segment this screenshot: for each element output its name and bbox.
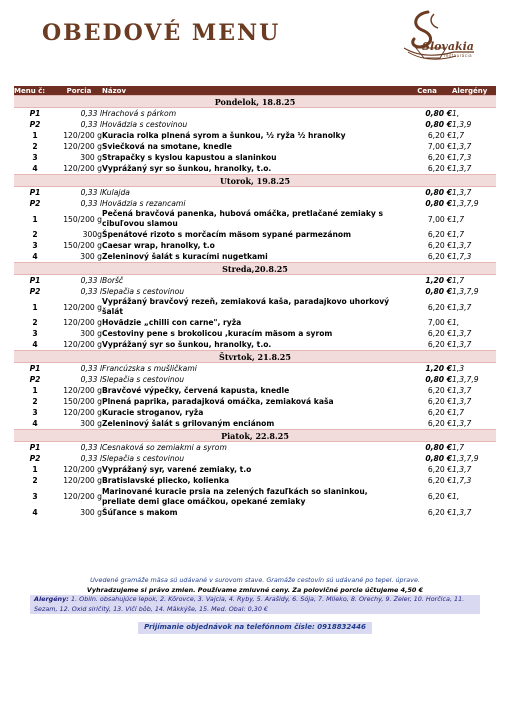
note-weights: Uvedené gramáže mäsa sú udávané v surovom stave. Gramáže cestovín sú udávané po tepel. úprave. <box>90 576 420 584</box>
allergen-legend <box>30 595 480 614</box>
item-price: 0,80 € <box>425 375 452 384</box>
item-portion: 150/200 g <box>63 214 102 224</box>
item-allergens: 1,3,7 <box>452 508 472 517</box>
menu-item-row <box>14 363 496 375</box>
page-title: OBEDOVÉ MENU <box>42 20 281 46</box>
item-allergens: 1, <box>452 492 460 501</box>
item-name: Kulajda <box>102 187 130 197</box>
item-price: 6,20 € <box>427 492 452 501</box>
item-price: 6,20 € <box>427 419 452 428</box>
item-portion: 120/200 g <box>63 408 102 417</box>
item-code: 2 <box>32 397 38 406</box>
menu-item-row <box>14 141 496 152</box>
item-portion: 0,33 l <box>80 276 102 285</box>
note-prices: Vyhradzujeme si právo zmien. Používame zmluvné ceny. Za polovičné porcie účtujeme 4,50 € <box>86 585 424 594</box>
item-allergens: 1,3,9 <box>452 120 472 129</box>
item-code: 4 <box>32 508 38 517</box>
item-allergens: 1,3,7 <box>452 142 472 151</box>
item-allergens: 1,7 <box>452 131 465 140</box>
item-code: 2 <box>32 476 38 485</box>
item-allergens: 1,3 <box>452 364 465 373</box>
item-price: 6,20 € <box>427 131 452 140</box>
item-name: Francúzska s mušličkami <box>102 363 197 373</box>
item-name: Hovädzie „chilli con carne", ryža <box>102 317 242 327</box>
item-portion: 120/200 g <box>63 318 102 327</box>
item-price: 7,00 € <box>427 318 452 327</box>
item-price: 6,20 € <box>427 508 452 517</box>
item-code: 4 <box>32 252 38 261</box>
item-portion: 120/200 g <box>63 164 102 173</box>
item-allergens: 1,3,7,9 <box>452 199 479 208</box>
item-price: 7,00 € <box>427 214 452 224</box>
menu-item-row <box>14 453 496 464</box>
menu-item-row <box>14 240 496 251</box>
day-header <box>14 96 496 108</box>
item-price: 6,20 € <box>427 302 452 312</box>
logo-subtitle: reštaurácia <box>444 53 473 58</box>
col-portion: Porcia <box>56 86 102 96</box>
item-portion: 0,33 l <box>80 375 102 384</box>
item-name: Zeleninový šalát s kuracími nugetkami <box>102 251 268 261</box>
item-portion: 0,33 l <box>80 364 102 373</box>
item-price: 6,20 € <box>427 386 452 395</box>
item-price: 6,20 € <box>427 329 452 338</box>
table-header <box>14 86 496 96</box>
day-label: Piatok, 22.8.25 <box>14 430 496 442</box>
col-allergens: Alergény <box>452 86 496 96</box>
item-code: P2 <box>29 375 41 384</box>
menu-item-row <box>14 229 496 240</box>
item-price: 7,00 € <box>427 142 452 151</box>
item-allergens: 1,3,7 <box>452 329 472 338</box>
item-price: 6,20 € <box>427 476 452 485</box>
item-name: Sviečková na smotane, knedle <box>102 141 232 151</box>
item-price: 6,20 € <box>427 340 452 349</box>
menu-item-row <box>14 339 496 351</box>
item-allergens: 1,3,7 <box>452 465 472 474</box>
order-phone: Prijímanie objednávok na telefónnom čísle: 0918832446 <box>138 622 372 634</box>
item-code: P2 <box>29 287 41 296</box>
item-code: P1 <box>29 188 41 197</box>
item-name: Špenátové rizoto s morčacím mäsom sypané parmezánom <box>102 229 351 239</box>
item-allergens: 1,3,7 <box>452 302 472 312</box>
item-code: P2 <box>29 199 41 208</box>
item-price: 1,20 € <box>425 276 452 285</box>
item-name: Kuracie stroganov, ryža <box>102 407 204 417</box>
item-allergens: 1,3,7,9 <box>452 454 479 463</box>
menu-item-row <box>14 198 496 209</box>
item-price: 0,80 € <box>425 188 452 197</box>
menu-item-row <box>14 374 496 385</box>
menu-item-row <box>14 187 496 199</box>
item-portion: 0,33 l <box>80 199 102 208</box>
item-price: 6,20 € <box>427 252 452 261</box>
logo-name: Slovakia <box>422 40 474 53</box>
item-allergens: 1,3,7 <box>452 386 472 395</box>
item-allergens: 1,7,3 <box>452 476 472 485</box>
item-code: 3 <box>32 329 38 338</box>
item-name: Cestoviny pene s brokolicou ,kuracím mäsom a syrom <box>102 328 333 338</box>
menu-item-row <box>14 119 496 130</box>
menu-item-row <box>14 152 496 163</box>
item-allergens: 1,7 <box>452 214 465 224</box>
col-name: Názov <box>102 86 402 96</box>
item-name: Slepačia s cestovinou <box>102 374 185 384</box>
item-allergens: 1,3,7,9 <box>452 287 479 296</box>
item-portion: 120/200 g <box>63 386 102 395</box>
menu-item-row <box>14 396 496 407</box>
item-name: Strapačky s kyslou kapustou a slaninkou <box>102 152 277 162</box>
menu-item-row <box>14 209 496 229</box>
item-allergens: 1,7 <box>452 408 465 417</box>
item-code: 4 <box>32 419 38 428</box>
menu-item-row <box>14 108 496 120</box>
item-portion: 120/200 g <box>63 302 102 312</box>
menu-item-row <box>14 130 496 141</box>
item-code: 1 <box>32 214 38 224</box>
item-name: Vyprážaný syr so šunkou, hranolky, t.o. <box>102 339 272 349</box>
day-header <box>14 430 496 442</box>
item-price: 0,80 € <box>425 109 452 118</box>
item-allergens: 1,7 <box>452 230 465 239</box>
menu-table <box>14 86 496 518</box>
col-code: Menu č: <box>14 86 56 96</box>
item-code: 3 <box>32 241 38 250</box>
menu-item-row <box>14 464 496 475</box>
item-price: 6,20 € <box>427 408 452 417</box>
item-name: Hovädzia s rezancami <box>102 198 186 208</box>
item-code: P1 <box>29 276 41 285</box>
item-name: Boršč <box>102 275 124 285</box>
item-portion: 120/200 g <box>63 142 102 151</box>
item-price: 0,80 € <box>425 120 452 129</box>
item-code: P2 <box>29 120 41 129</box>
item-portion: 120/200 g <box>63 465 102 474</box>
day-label: Pondelok, 18.8.25 <box>14 96 496 108</box>
item-code: 4 <box>32 164 38 173</box>
item-allergens: 1,3,7 <box>452 419 472 428</box>
item-portion: 0,33 l <box>80 188 102 197</box>
item-portion: 120/200 g <box>63 476 102 485</box>
item-price: 0,80 € <box>425 454 452 463</box>
item-code: P1 <box>29 443 41 452</box>
item-code: 1 <box>32 302 38 312</box>
item-allergens: 1,7 <box>452 276 465 285</box>
item-price: 0,80 € <box>425 287 452 296</box>
allergen-legend-text: 1. Obiln. obsahujúce lepok, 2. Kôrovce, 3. Vajcia, 4. Ryby, 5. Arašidy, 6. Sója, 7. Mlieko, 8. Orechy, 9. Zeler, 10. Horčica, 11. Sezam, 12. Oxid siričitý, 13. Vlčí bôb, 14. Mäkkýše, 15. Med. Obal: 0,30 € <box>34 595 465 613</box>
item-price: 0,80 € <box>425 443 452 452</box>
item-portion: 0,33 l <box>80 120 102 129</box>
item-portion: 0,33 l <box>80 454 102 463</box>
day-label: Streda,20.8.25 <box>14 263 496 275</box>
item-price: 6,20 € <box>427 153 452 162</box>
item-allergens: 1,3,7 <box>452 340 472 349</box>
item-portion: 0,33 l <box>80 443 102 452</box>
item-portion: 300 g <box>80 419 102 428</box>
item-name: Šúľance s makom <box>102 507 178 517</box>
menu-item-row <box>14 507 496 518</box>
item-code: P1 <box>29 109 41 118</box>
item-portion: 120/200 g <box>63 492 102 501</box>
item-name: Bravčové výpečky, červená kapusta, knedle <box>102 385 290 395</box>
day-header <box>14 175 496 187</box>
item-allergens: 1,7,3 <box>452 252 472 261</box>
item-portion: 300 g <box>80 252 102 261</box>
item-code: 1 <box>32 465 38 474</box>
item-code: 3 <box>32 153 38 162</box>
item-portion: 150/200 g <box>63 397 102 406</box>
item-portion: 120/200 g <box>63 131 102 140</box>
item-name: Marinované kuracie prsia na zelených fazuľkách so slaninkou, preliate demi glace omáčkou, opekané zemiaky <box>102 486 368 506</box>
footer-notes <box>30 576 480 634</box>
item-allergens: 1,7,3 <box>452 153 472 162</box>
day-header <box>14 263 496 275</box>
item-allergens: 1,3,7 <box>452 164 472 173</box>
menu-item-row <box>14 297 496 317</box>
menu-item-row <box>14 286 496 297</box>
item-allergens: 1, <box>452 109 460 118</box>
item-name: Hrachová s párkom <box>102 108 177 118</box>
item-price: 1,20 € <box>425 364 452 373</box>
item-code: 3 <box>32 492 38 501</box>
item-code: 2 <box>32 318 38 327</box>
item-name: Pečená bravčová panenka, hubová omáčka, pretlačané zemiaky s cibuľovou slamou <box>102 209 383 228</box>
item-name: Caesar wrap, hranolky, t.o <box>102 240 215 250</box>
menu-item-row <box>14 328 496 339</box>
menu-item-row <box>14 418 496 430</box>
item-name: Vyprážaný syr, varené zemiaky, t.o <box>102 464 252 474</box>
item-allergens: 1,7 <box>452 443 465 452</box>
item-portion: 120/200 g <box>63 340 102 349</box>
item-portion: 0,33 l <box>80 109 102 118</box>
item-name: Vyprážaný syr so šunkou, hranolky, t.o. <box>102 163 272 173</box>
menu-item-row <box>14 407 496 418</box>
item-portion: 300g <box>82 230 102 239</box>
item-code: 1 <box>32 131 38 140</box>
allergen-legend-label: Alergény: <box>34 595 69 603</box>
item-name: Kuracia rolka plnená syrom a šunkou, ½ ryža ½ hranolky <box>102 130 346 140</box>
item-price: 6,20 € <box>427 397 452 406</box>
item-price: 6,20 € <box>427 241 452 250</box>
restaurant-logo <box>394 8 494 68</box>
item-code: P2 <box>29 454 41 463</box>
item-allergens: 1,3,7 <box>452 397 472 406</box>
menu-item-row <box>14 251 496 263</box>
item-allergens: 1,3,7 <box>452 188 472 197</box>
item-portion: 150/200 g <box>63 241 102 250</box>
day-header <box>14 351 496 363</box>
item-code: 4 <box>32 340 38 349</box>
item-portion: 0,33 l <box>80 287 102 296</box>
item-portion: 300 g <box>80 329 102 338</box>
menu-item-row <box>14 475 496 486</box>
menu-item-row <box>14 442 496 454</box>
item-portion: 300 g <box>80 508 102 517</box>
menu-item-row <box>14 385 496 396</box>
menu-item-row <box>14 163 496 175</box>
item-name: Zeleninový šalát s grilovaným enciánom <box>102 418 275 428</box>
item-allergens: 1,3,7,9 <box>452 375 479 384</box>
item-code: P1 <box>29 364 41 373</box>
item-code: 2 <box>32 142 38 151</box>
item-code: 3 <box>32 408 38 417</box>
item-allergens: 1,3,7 <box>452 241 472 250</box>
item-name: Plnená paprika, paradajková omáčka, zemiaková kaša <box>102 396 334 406</box>
item-name: Slepačia s cestovinou <box>102 286 185 296</box>
item-portion: 300 g <box>80 153 102 162</box>
item-name: Cesnaková so zemiakmi a syrom <box>102 442 227 452</box>
day-label: Utorok, 19.8.25 <box>14 175 496 187</box>
item-price: 6,20 € <box>427 465 452 474</box>
day-label: Štvrtok, 21.8.25 <box>14 351 496 363</box>
item-allergens: 1, <box>452 318 460 327</box>
menu-item-row <box>14 275 496 287</box>
item-price: 6,20 € <box>427 164 452 173</box>
item-code: 2 <box>32 230 38 239</box>
menu-item-row <box>14 486 496 507</box>
item-price: 6,20 € <box>427 230 452 239</box>
item-name: Vyprážaný bravčový rezeň, zemiaková kaša, paradajkovo uhorkový šalát <box>102 297 390 316</box>
item-name: Hovädzia s cestovinou <box>102 119 188 129</box>
col-price: Cena <box>402 86 452 96</box>
item-price: 0,80 € <box>425 199 452 208</box>
item-name: Slepačia s cestovinou <box>102 453 185 463</box>
menu-item-row <box>14 317 496 328</box>
item-code: 1 <box>32 386 38 395</box>
item-name: Bratislavské pliecko, kolienka <box>102 475 230 485</box>
